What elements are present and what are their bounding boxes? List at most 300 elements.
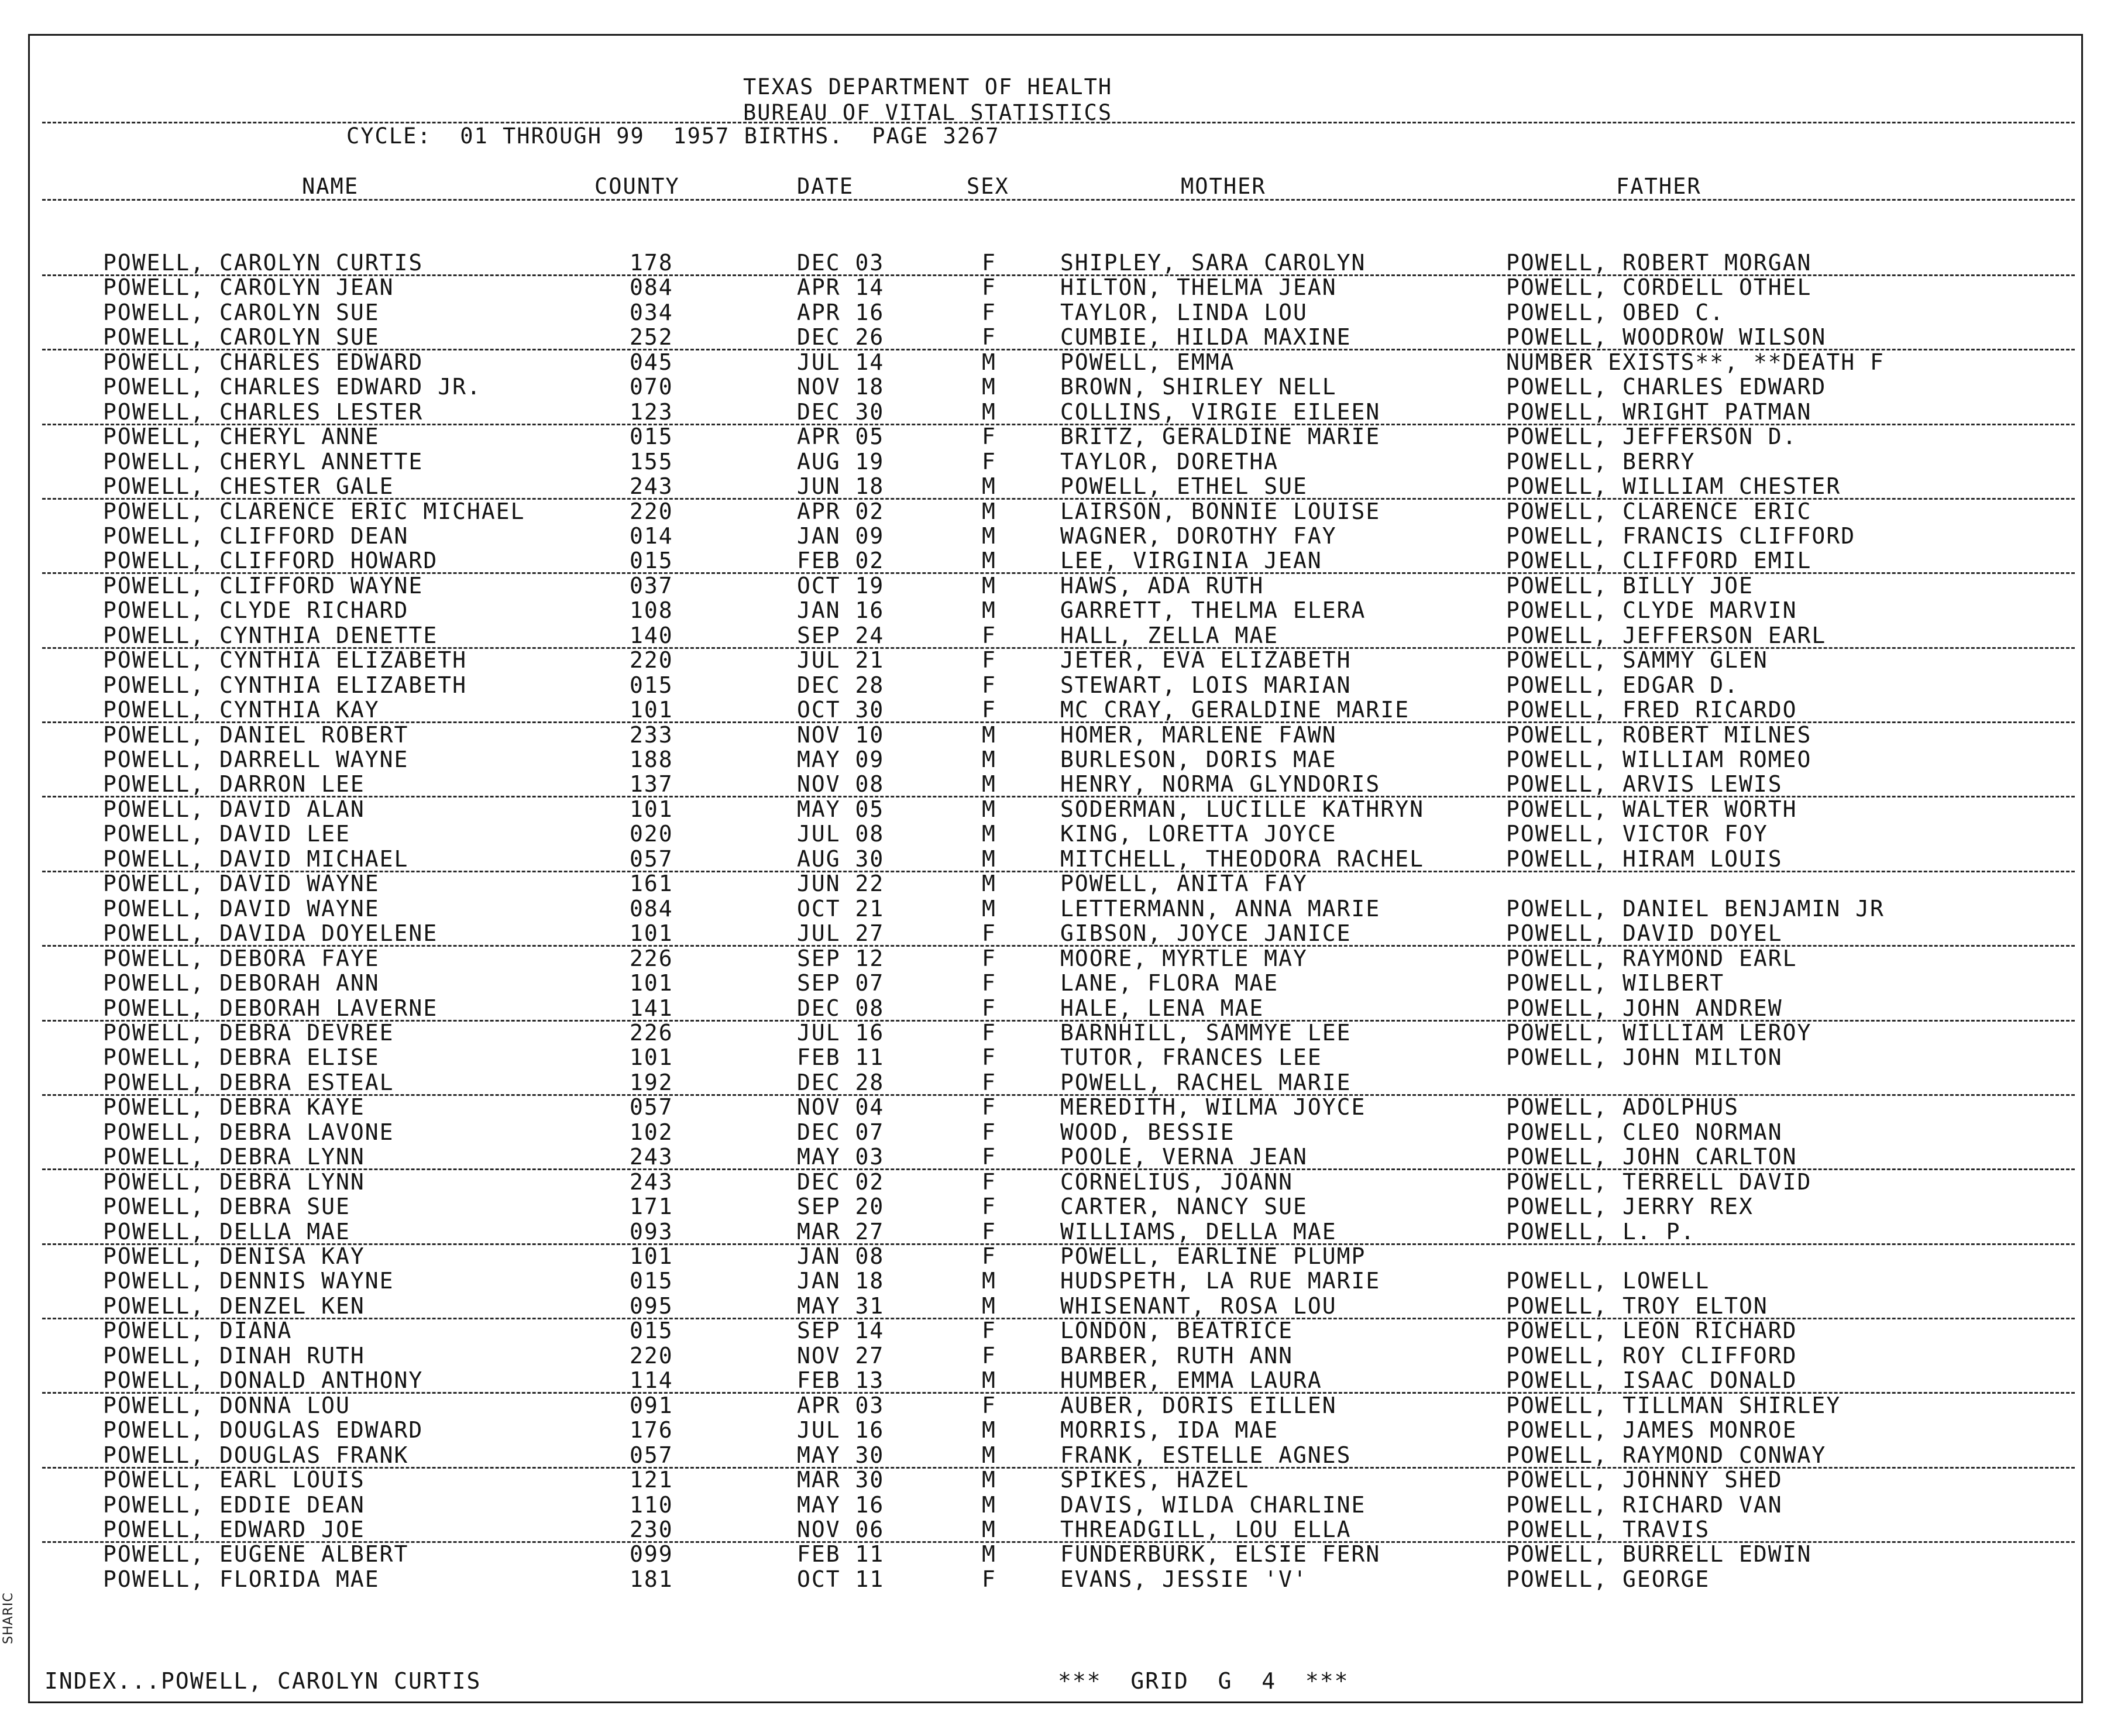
record-date: MAR 30	[797, 1467, 885, 1493]
record-county: 101	[630, 697, 673, 723]
record-name: POWELL, CAROLYN CURTIS	[103, 250, 424, 276]
record-county: 226	[630, 945, 673, 971]
record-father: POWELL, WOODROW WILSON	[1506, 324, 1827, 350]
record-father: POWELL, JERRY REX	[1506, 1194, 1754, 1220]
record-name: POWELL, CHERYL ANNETTE	[103, 448, 424, 475]
record-name: POWELL, DEBRA LYNN	[103, 1168, 365, 1195]
record-mother: SODERMAN, LUCILLE KATHRYN	[1060, 796, 1424, 822]
record-father: POWELL, HIRAM LOUIS	[1506, 845, 1783, 872]
record-sex: F	[982, 1218, 996, 1245]
record-father: POWELL, ROBERT MORGAN	[1506, 250, 1812, 276]
record-county: 091	[630, 1392, 673, 1418]
record-mother: MC CRAY, GERALDINE MARIE	[1060, 697, 1410, 723]
record-name: POWELL, DAVID WAYNE	[103, 871, 380, 897]
record-date: MAY 05	[797, 796, 885, 822]
record-name: POWELL, DEBRA ESTEAL	[103, 1069, 394, 1095]
record-name: POWELL, DEBRA LYNN	[103, 1144, 365, 1170]
record-father: POWELL, SAMMY GLEN	[1506, 647, 1768, 673]
record-sex: M	[982, 1292, 996, 1319]
agency-title: TEXAS DEPARTMENT OF HEALTH	[743, 74, 1113, 99]
record-sex: F	[982, 1392, 996, 1418]
record-name: POWELL, FLORIDA MAE	[103, 1566, 380, 1592]
record-father: POWELL, JOHNNY SHED	[1506, 1467, 1783, 1493]
record-mother: WHISENANT, ROSA LOU	[1060, 1292, 1337, 1319]
record-name: POWELL, DANIEL ROBERT	[103, 721, 409, 748]
record-mother: BARNHILL, SAMMYE LEE	[1060, 1019, 1352, 1046]
record-father: POWELL, LEON RICHARD	[1506, 1318, 1797, 1344]
record-date: JUL 27	[797, 920, 885, 947]
record-sex: M	[982, 721, 996, 748]
record-date: OCT 11	[797, 1566, 885, 1592]
record-mother: BROWN, SHIRLEY NELL	[1060, 374, 1337, 400]
record-sex: F	[982, 1144, 996, 1170]
record-name: POWELL, DINAH RUTH	[103, 1342, 365, 1369]
record-county: 102	[630, 1119, 673, 1145]
record-name: POWELL, EARL LOUIS	[103, 1467, 365, 1493]
record-county: 178	[630, 250, 673, 276]
record-sex: F	[982, 970, 996, 996]
record-sex: F	[982, 995, 996, 1021]
record-county: 101	[630, 796, 673, 822]
record-date: DEC 07	[797, 1119, 885, 1145]
record-mother: LAIRSON, BONNIE LOUISE	[1060, 498, 1381, 524]
record-date: DEC 30	[797, 398, 885, 425]
record-mother: HOMER, MARLENE FAWN	[1060, 721, 1337, 748]
record-name: POWELL, DONALD ANTHONY	[103, 1367, 424, 1394]
record-mother: MITCHELL, THEODORA RACHEL	[1060, 845, 1424, 872]
record-county: 226	[630, 1019, 673, 1046]
record-father: POWELL, ROBERT MILNES	[1506, 721, 1812, 748]
record-sex: M	[982, 747, 996, 772]
record-county: 123	[630, 398, 673, 425]
record-date: APR 02	[797, 498, 885, 524]
record-mother: CORNELIUS, JOANN	[1060, 1168, 1294, 1195]
record-sex: M	[982, 548, 996, 574]
record-date: NOV 04	[797, 1094, 885, 1120]
record-sex: F	[982, 274, 996, 301]
record-mother: TUTOR, FRANCES LEE	[1060, 1044, 1322, 1071]
record-sex: M	[982, 895, 996, 922]
record-date: JUL 08	[797, 821, 885, 847]
record-mother: WOOD, BESSIE	[1060, 1119, 1235, 1145]
record-date: SEP 12	[797, 945, 885, 971]
record-name: POWELL, DENZEL KEN	[103, 1292, 365, 1319]
record-date: SEP 07	[797, 970, 885, 996]
record-mother: THREADGILL, LOU ELLA	[1060, 1516, 1352, 1542]
record-name: POWELL, CAROLYN SUE	[103, 324, 380, 350]
record-date: MAY 31	[797, 1292, 885, 1319]
record-date: SEP 20	[797, 1194, 885, 1220]
record-name: POWELL, DEBRA KAYE	[103, 1094, 365, 1120]
record-mother: MEREDITH, WILMA JOYCE	[1060, 1094, 1366, 1120]
record-date: JUL 21	[797, 647, 885, 673]
record-father: POWELL, TERRELL DAVID	[1506, 1168, 1812, 1195]
record-father: POWELL, JEFFERSON EARL	[1506, 622, 1827, 648]
record-mother: TAYLOR, LINDA LOU	[1060, 299, 1308, 325]
record-sex: F	[982, 324, 996, 350]
record-name: POWELL, CYNTHIA KAY	[103, 697, 380, 723]
record-mother: FUNDERBURK, ELSIE FERN	[1060, 1541, 1381, 1567]
record-name: POWELL, DENISA KAY	[103, 1243, 365, 1269]
record-date: DEC 02	[797, 1168, 885, 1195]
record-father: POWELL, JAMES MONROE	[1506, 1417, 1797, 1443]
record-name: POWELL, DARRELL WAYNE	[103, 747, 409, 772]
record-name: POWELL, EUGENE ALBERT	[103, 1541, 409, 1567]
record-name: POWELL, EDWARD JOE	[103, 1516, 365, 1542]
record-county: 188	[630, 747, 673, 772]
record-mother: BURLESON, DORIS MAE	[1060, 747, 1337, 772]
record-father: POWELL, JEFFERSON D.	[1506, 424, 1797, 450]
record-name: POWELL, CYNTHIA ELIZABETH	[103, 647, 467, 673]
record-mother: COLLINS, VIRGIE EILEEN	[1060, 398, 1381, 425]
record-county: 192	[630, 1069, 673, 1095]
record-date: JUL 16	[797, 1417, 885, 1443]
record-name: POWELL, DEBRA DEVREE	[103, 1019, 394, 1046]
record-father: POWELL, CHARLES EDWARD	[1506, 374, 1827, 400]
record-name: POWELL, CYNTHIA ELIZABETH	[103, 672, 467, 698]
record-name: POWELL, CHERYL ANNE	[103, 424, 380, 450]
record-sex: M	[982, 1541, 996, 1567]
record-father: POWELL, TILLMAN SHIRLEY	[1506, 1392, 1841, 1418]
record-mother: HUMBER, EMMA LAURA	[1060, 1367, 1322, 1394]
record-name: POWELL, CLIFFORD DEAN	[103, 522, 409, 549]
record-date: NOV 27	[797, 1342, 885, 1369]
record-county: 015	[630, 548, 673, 574]
record-sex: F	[982, 1342, 996, 1369]
record-father: POWELL, CORDELL OTHEL	[1506, 274, 1812, 301]
side-mark: SHARIC	[1, 1592, 16, 1644]
record-name: POWELL, DAVID MICHAEL	[103, 845, 409, 872]
record-mother: HALE, LENA MAE	[1060, 995, 1264, 1021]
record-county: 114	[630, 1367, 673, 1394]
record-mother: LANE, FLORA MAE	[1060, 970, 1279, 996]
record-father: POWELL, TRAVIS	[1506, 1516, 1710, 1542]
record-date: DEC 26	[797, 324, 885, 350]
record-mother: CARTER, NANCY SUE	[1060, 1194, 1308, 1220]
record-sex: F	[982, 1094, 996, 1120]
record-sex: F	[982, 920, 996, 947]
record-name: POWELL, CHESTER GALE	[103, 473, 394, 500]
record-father: POWELL, CLEO NORMAN	[1506, 1119, 1783, 1145]
record-county: 095	[630, 1292, 673, 1319]
record-sex: F	[982, 1019, 996, 1046]
record-county: 137	[630, 771, 673, 797]
record-sex: F	[982, 1168, 996, 1195]
record-county: 155	[630, 448, 673, 475]
record-county: 015	[630, 424, 673, 450]
record-sex: M	[982, 1516, 996, 1542]
record-mother: BRITZ, GERALDINE MARIE	[1060, 424, 1381, 450]
record-date: APR 14	[797, 274, 885, 301]
record-mother: EVANS, JESSIE 'V'	[1060, 1566, 1308, 1592]
record-county: 020	[630, 821, 673, 847]
record-sex: F	[982, 672, 996, 698]
record-father: POWELL, FRANCIS CLIFFORD	[1506, 522, 1856, 549]
record-name: POWELL, CHARLES EDWARD	[103, 349, 424, 375]
record-county: 057	[630, 1094, 673, 1120]
record-date: AUG 19	[797, 448, 885, 475]
record-father: POWELL, DANIEL BENJAMIN JR	[1506, 895, 1885, 922]
record-date: SEP 14	[797, 1318, 885, 1344]
record-name: POWELL, DENNIS WAYNE	[103, 1268, 394, 1294]
record-father: POWELL, RICHARD VAN	[1506, 1491, 1783, 1518]
record-mother: POWELL, ETHEL SUE	[1060, 473, 1308, 500]
column-header-sex: SEX	[967, 174, 1009, 199]
record-mother: AUBER, DORIS EILLEN	[1060, 1392, 1337, 1418]
record-name: POWELL, DEBRA SUE	[103, 1194, 350, 1220]
record-sex: M	[982, 1467, 996, 1493]
record-mother: STEWART, LOIS MARIAN	[1060, 672, 1352, 698]
record-father: POWELL, OBED C.	[1506, 299, 1725, 325]
record-date: DEC 28	[797, 672, 885, 698]
record-mother: FRANK, ESTELLE AGNES	[1060, 1442, 1352, 1468]
record-name: POWELL, DONNA LOU	[103, 1392, 350, 1418]
record-name: POWELL, CYNTHIA DENETTE	[103, 622, 438, 648]
record-mother: LONDON, BEATRICE	[1060, 1318, 1294, 1344]
record-date: OCT 21	[797, 895, 885, 922]
record-mother: HUDSPETH, LA RUE MARIE	[1060, 1268, 1381, 1294]
record-county: 101	[630, 1044, 673, 1071]
record-date: JAN 09	[797, 522, 885, 549]
record-county: 121	[630, 1467, 673, 1493]
record-name: POWELL, DEBORAH LAVERNE	[103, 995, 438, 1021]
record-name: POWELL, DAVID WAYNE	[103, 895, 380, 922]
record-father: POWELL, JOHN MILTON	[1506, 1044, 1783, 1071]
record-sex: F	[982, 1243, 996, 1269]
record-date: JUL 16	[797, 1019, 885, 1046]
record-county: 220	[630, 1342, 673, 1369]
record-county: 099	[630, 1541, 673, 1567]
record-sex: F	[982, 299, 996, 325]
record-mother: CUMBIE, HILDA MAXINE	[1060, 324, 1352, 350]
record-name: POWELL, CAROLYN JEAN	[103, 274, 394, 301]
record-mother: HAWS, ADA RUTH	[1060, 572, 1264, 599]
record-mother: HALL, ZELLA MAE	[1060, 622, 1279, 648]
record-sex: M	[982, 845, 996, 872]
record-date: JAN 16	[797, 597, 885, 624]
record-date: APR 03	[797, 1392, 885, 1418]
record-name: POWELL, CLIFFORD WAYNE	[103, 572, 424, 599]
cycle-line: CYCLE: 01 THROUGH 99 1957 BIRTHS. PAGE 3267	[346, 123, 1000, 149]
record-date: FEB 11	[797, 1541, 885, 1567]
record-sex: F	[982, 424, 996, 450]
record-county: 141	[630, 995, 673, 1021]
record-date: FEB 11	[797, 1044, 885, 1071]
record-name: POWELL, DEBORAH ANN	[103, 970, 380, 996]
record-sex: F	[982, 1069, 996, 1095]
record-father: POWELL, BURRELL EDWIN	[1506, 1541, 1812, 1567]
record-sex: M	[982, 1491, 996, 1518]
record-mother: LETTERMANN, ANNA MARIE	[1060, 895, 1381, 922]
record-sex: F	[982, 1566, 996, 1592]
column-header-date: DATE	[797, 174, 854, 199]
record-sex: M	[982, 821, 996, 847]
record-sex: F	[982, 622, 996, 648]
record-sex: M	[982, 572, 996, 599]
record-mother: LEE, VIRGINIA JEAN	[1060, 548, 1322, 574]
record-sex: M	[982, 374, 996, 400]
record-father: POWELL, BILLY JOE	[1506, 572, 1754, 599]
record-name: POWELL, DIANA	[103, 1318, 293, 1344]
record-mother: POOLE, VERNA JEAN	[1060, 1144, 1308, 1170]
record-sex: M	[982, 871, 996, 897]
record-mother: DAVIS, WILDA CHARLINE	[1060, 1491, 1366, 1518]
record-county: 243	[630, 1168, 673, 1195]
record-county: 171	[630, 1194, 673, 1220]
record-father: POWELL, JOHN CARLTON	[1506, 1144, 1797, 1170]
record-county: 015	[630, 672, 673, 698]
record-father: POWELL, ROY CLIFFORD	[1506, 1342, 1797, 1369]
record-date: MAY 16	[797, 1491, 885, 1518]
record-name: POWELL, DOUGLAS FRANK	[103, 1442, 409, 1468]
record-mother: TAYLOR, DORETHA	[1060, 448, 1279, 475]
record-name: POWELL, DAVIDA DOYELENE	[103, 920, 438, 947]
record-mother: SHIPLEY, SARA CAROLYN	[1060, 250, 1366, 276]
record-mother: BARBER, RUTH ANN	[1060, 1342, 1294, 1369]
record-father: POWELL, GEORGE	[1506, 1566, 1710, 1592]
record-county: 093	[630, 1218, 673, 1245]
record-county: 045	[630, 349, 673, 375]
record-date: DEC 08	[797, 995, 885, 1021]
column-header-mother: MOTHER	[1181, 174, 1266, 199]
record-sex: F	[982, 1194, 996, 1220]
record-date: DEC 28	[797, 1069, 885, 1095]
record-date: DEC 03	[797, 250, 885, 276]
record-county: 220	[630, 498, 673, 524]
record-date: NOV 08	[797, 771, 885, 797]
record-sex: M	[982, 498, 996, 524]
record-father: POWELL, EDGAR D.	[1506, 672, 1740, 698]
footer-grid: *** GRID G 4 ***	[1058, 1668, 1349, 1694]
record-mother: WAGNER, DOROTHY FAY	[1060, 522, 1337, 549]
record-date: MAY 09	[797, 747, 885, 772]
record-date: AUG 30	[797, 845, 885, 872]
record-father: POWELL, LOWELL	[1506, 1268, 1710, 1294]
record-county: 243	[630, 1144, 673, 1170]
record-father: POWELL, WALTER WORTH	[1506, 796, 1797, 822]
record-sex: F	[982, 250, 996, 276]
record-name: POWELL, CHARLES EDWARD JR.	[103, 374, 482, 400]
record-county: 252	[630, 324, 673, 350]
record-sex: F	[982, 697, 996, 723]
record-mother: POWELL, ANITA FAY	[1060, 871, 1308, 897]
record-mother: JETER, EVA ELIZABETH	[1060, 647, 1352, 673]
record-county: 101	[630, 920, 673, 947]
record-county: 101	[630, 1243, 673, 1269]
record-county: 057	[630, 1442, 673, 1468]
record-county: 070	[630, 374, 673, 400]
record-sex: M	[982, 771, 996, 797]
record-father: POWELL, WILLIAM ROMEO	[1506, 747, 1812, 772]
record-sex: F	[982, 1119, 996, 1145]
record-county: 176	[630, 1417, 673, 1443]
record-date: JUN 18	[797, 473, 885, 500]
record-name: POWELL, DEBRA ELISE	[103, 1044, 380, 1071]
record-name: POWELL, DARRON LEE	[103, 771, 365, 797]
record-county: 161	[630, 871, 673, 897]
record-father: NUMBER EXISTS**, **DEATH F	[1506, 349, 1885, 375]
record-county: 233	[630, 721, 673, 748]
record-sex: F	[982, 647, 996, 673]
record-father: POWELL, VICTOR FOY	[1506, 821, 1768, 847]
record-date: OCT 19	[797, 572, 885, 599]
record-county: 014	[630, 522, 673, 549]
record-name: POWELL, DAVID ALAN	[103, 796, 365, 822]
record-father: POWELL, WILLIAM LEROY	[1506, 1019, 1812, 1046]
record-date: SEP 24	[797, 622, 885, 648]
record-sex: M	[982, 349, 996, 375]
record-father: POWELL, CLYDE MARVIN	[1506, 597, 1797, 624]
record-father: POWELL, CLIFFORD EMIL	[1506, 548, 1812, 574]
record-father: POWELL, L. P.	[1506, 1218, 1696, 1245]
record-name: POWELL, DEBORA FAYE	[103, 945, 380, 971]
record-name: POWELL, CAROLYN SUE	[103, 299, 380, 325]
record-mother: KING, LORETTA JOYCE	[1060, 821, 1337, 847]
record-name: POWELL, CLIFFORD HOWARD	[103, 548, 438, 574]
record-date: NOV 10	[797, 721, 885, 748]
record-father: POWELL, FRED RICARDO	[1506, 697, 1797, 723]
column-header-county: COUNTY	[594, 174, 680, 199]
record-father: POWELL, RAYMOND EARL	[1506, 945, 1797, 971]
record-county: 037	[630, 572, 673, 599]
record-date: JAN 08	[797, 1243, 885, 1269]
record-county: 110	[630, 1491, 673, 1518]
record-county: 101	[630, 970, 673, 996]
record-county: 057	[630, 845, 673, 872]
record-sex: M	[982, 1268, 996, 1294]
record-father: POWELL, CLARENCE ERIC	[1506, 498, 1812, 524]
record-mother: HENRY, NORMA GLYNDORIS	[1060, 771, 1381, 797]
record-father: POWELL, ADOLPHUS	[1506, 1094, 1740, 1120]
record-name: POWELL, EDDIE DEAN	[103, 1491, 365, 1518]
record-date: JUL 14	[797, 349, 885, 375]
record-county: 243	[630, 473, 673, 500]
record-mother: GARRETT, THELMA ELERA	[1060, 597, 1366, 624]
record-date: APR 16	[797, 299, 885, 325]
record-sex: F	[982, 448, 996, 475]
record-county: 015	[630, 1318, 673, 1344]
record-father: POWELL, JOHN ANDREW	[1506, 995, 1783, 1021]
record-sex: M	[982, 398, 996, 425]
record-mother: MOORE, MYRTLE MAY	[1060, 945, 1308, 971]
record-mother: GIBSON, JOYCE JANICE	[1060, 920, 1352, 947]
record-name: POWELL, DOUGLAS EDWARD	[103, 1417, 424, 1443]
record-county: 108	[630, 597, 673, 624]
record-sex: F	[982, 1318, 996, 1344]
record-mother: WILLIAMS, DELLA MAE	[1060, 1218, 1337, 1245]
record-father: POWELL, BERRY	[1506, 448, 1696, 475]
record-county: 140	[630, 622, 673, 648]
record-date: MAY 03	[797, 1144, 885, 1170]
record-mother: POWELL, EARLINE PLUMP	[1060, 1243, 1366, 1269]
record-sex: M	[982, 1367, 996, 1394]
record-father: POWELL, ARVIS LEWIS	[1506, 771, 1783, 797]
record-mother: POWELL, EMMA	[1060, 349, 1235, 375]
record-father: POWELL, ISAAC DONALD	[1506, 1367, 1797, 1394]
record-county: 230	[630, 1516, 673, 1542]
bureau-title: BUREAU OF VITAL STATISTICS	[743, 100, 1113, 125]
record-county: 220	[630, 647, 673, 673]
column-header-father: FATHER	[1616, 174, 1701, 199]
record-name: POWELL, DEBRA LAVONE	[103, 1119, 394, 1145]
record-sex: F	[982, 1044, 996, 1071]
record-date: FEB 02	[797, 548, 885, 574]
record-date: APR 05	[797, 424, 885, 450]
record-father: POWELL, WILLIAM CHESTER	[1506, 473, 1841, 500]
record-father: POWELL, WRIGHT PATMAN	[1506, 398, 1812, 425]
record-county: 084	[630, 895, 673, 922]
record-date: MAY 30	[797, 1442, 885, 1468]
